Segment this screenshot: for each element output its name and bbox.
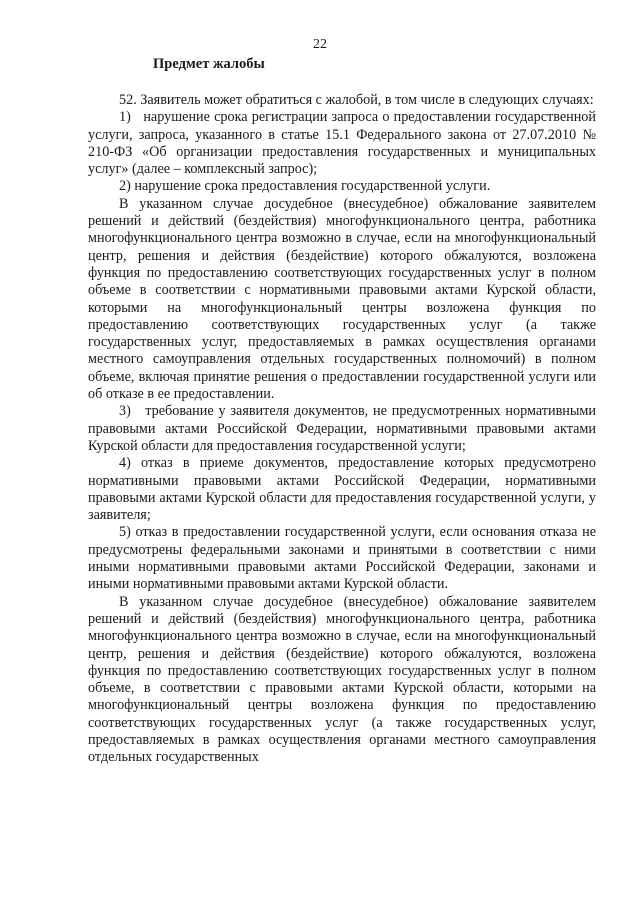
paragraph-item-1: 1) нарушение срока регистрации запроса о предоставлении государственной услуги, запроса, указанного в статье 15.1 Федерального закона от 27.07.2010 № 210-ФЗ «Об организации предоставления государственных и муниципальных услуг» (далее – комплексный запрос); (88, 109, 596, 178)
paragraph-item-2: 2) нарушение срока предоставления государственной услуги. (119, 178, 491, 195)
paragraph-mfc-appeal-2: В указанном случае досудебное (внесудебное) обжалование заявителем решений и действий (бездействия) многофункционального центра, работника многофункционального центра возможно в случае, если на многофункциональный центр, решения и действия (бездействие) которого обжалуются, возложена функция по предоставлению соответствующих государственных услуг в полном объеме, в соответствии с правовыми актами Курской области, которыми на многофункциональный центры возложена функция по предоставлению соответствующих государственных услуг (а также государственных услуг, предоставляемых в рамках осуществления органами местного самоуправления отдельных государственных (88, 593, 596, 766)
paragraph-item-5: 5) отказ в предоставлении государственной услуги, если основания отказа не предусмотрены федеральными законами и принятыми в соответствии с ними иными нормативными правовыми актами Российской Федерации, законами и иными нормативными правовыми актами Курской области. (88, 524, 596, 593)
paragraph-mfc-appeal-1: В указанном случае досудебное (внесудебное) обжалование заявителем решений и действий (бездействия) многофункционального центра, работника многофункционального центра возможно в случае, если на многофункциональный центр, решения и действия (бездействие) которого обжалуются, возложена функция по предоставлению соответствующих государственных услуг в полном объеме в соответствии с нормативными правовыми актами Курской области, которыми на многофункциональный центры возложена функция по предоставлению соответствующих государственных услуг (а также государственных услуг, предоставляемых в рамках осуществления органами местного самоуправления отдельных государственных полномочий) в полном объеме, включая принятие решения о предоставлении государственной услуги или об отказе в ее предоставлении. (88, 195, 596, 403)
paragraph-item-4: 4) отказ в приеме документов, предоставление которых предусмотрено нормативными правовыми актами Российской Федерации, нормативными правовыми актами Курской области для предоставления государственной услуги, у заявителя; (88, 455, 596, 524)
document-body (88, 92, 596, 767)
section-heading: Предмет жалобы (153, 56, 265, 72)
page-number: 22 (313, 37, 327, 52)
paragraph-intro: 52. Заявитель может обратиться с жалобой, в том числе в следующих случаях: (119, 92, 594, 108)
paragraph-item-3: 3) требование у заявителя документов, не предусмотренных нормативными правовыми актами Российской Федерации, нормативными правовыми актами Курской области для предоставления государственной услуги; (88, 403, 596, 454)
